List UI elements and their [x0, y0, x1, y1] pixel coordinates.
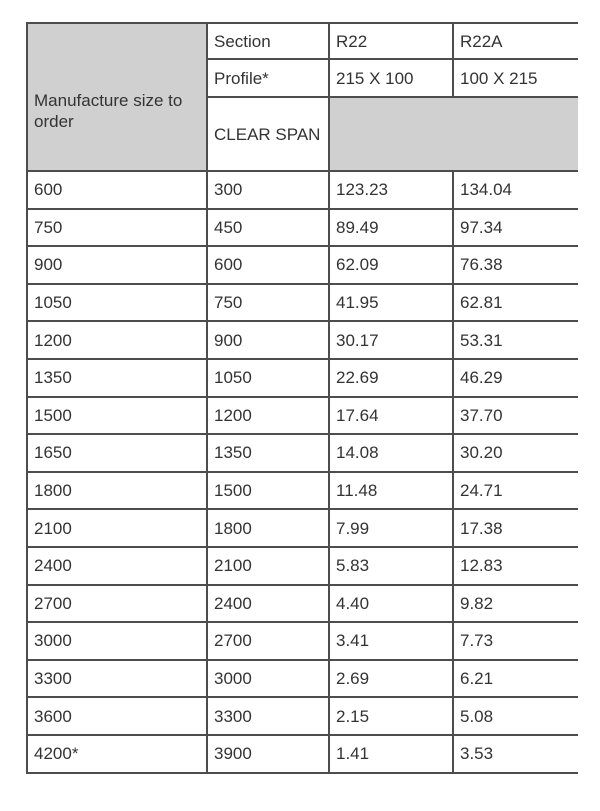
cell-r22a: 134.04 — [454, 172, 578, 210]
cell-size: 1200 — [26, 322, 208, 360]
cell-span: 450 — [208, 210, 330, 248]
profile-label: Profile* — [208, 60, 330, 98]
cell-size: 3000 — [26, 623, 208, 661]
cell-r22: 30.17 — [330, 322, 454, 360]
cell-span: 1800 — [208, 510, 330, 548]
cell-span: 600 — [208, 247, 330, 285]
cell-size: 600 — [26, 172, 208, 210]
cell-size: 4200* — [26, 736, 208, 774]
profile-r22a: 100 X 215 — [454, 60, 578, 98]
cell-size: 750 — [26, 210, 208, 248]
cell-r22: 14.08 — [330, 435, 454, 473]
profile-r22: 215 X 100 — [330, 60, 454, 98]
cell-r22a: 30.20 — [454, 435, 578, 473]
cell-span: 3900 — [208, 736, 330, 774]
cell-r22: 2.69 — [330, 661, 454, 699]
cell-r22: 7.99 — [330, 510, 454, 548]
cell-r22a: 17.38 — [454, 510, 578, 548]
row-label-text: Manufacture size to order — [34, 91, 183, 131]
cell-r22a: 6.21 — [454, 661, 578, 699]
cell-r22a: 3.53 — [454, 736, 578, 774]
cell-size: 1650 — [26, 435, 208, 473]
cell-r22a: 62.81 — [454, 285, 578, 323]
cell-size: 1350 — [26, 360, 208, 398]
cell-span: 1350 — [208, 435, 330, 473]
cell-r22: 22.69 — [330, 360, 454, 398]
cell-size: 2700 — [26, 586, 208, 624]
cell-r22a: 76.38 — [454, 247, 578, 285]
cell-size: 1050 — [26, 285, 208, 323]
cell-r22: 11.48 — [330, 473, 454, 511]
cell-span: 750 — [208, 285, 330, 323]
cell-span: 2400 — [208, 586, 330, 624]
cell-r22: 41.95 — [330, 285, 454, 323]
cell-r22a: 97.34 — [454, 210, 578, 248]
cell-size: 3600 — [26, 698, 208, 736]
cell-span: 1500 — [208, 473, 330, 511]
cell-r22: 2.15 — [330, 698, 454, 736]
section-r22a: R22A — [454, 22, 578, 60]
cell-r22a: 46.29 — [454, 360, 578, 398]
cell-r22a: 24.71 — [454, 473, 578, 511]
cell-r22a: 37.70 — [454, 398, 578, 436]
cell-size: 1500 — [26, 398, 208, 436]
section-label: Section — [208, 22, 330, 60]
cell-span: 1200 — [208, 398, 330, 436]
cell-span: 2700 — [208, 623, 330, 661]
cell-r22: 1.41 — [330, 736, 454, 774]
cell-span: 2100 — [208, 548, 330, 586]
cell-r22: 5.83 — [330, 548, 454, 586]
cell-size: 1800 — [26, 473, 208, 511]
cell-r22a: 9.82 — [454, 586, 578, 624]
cell-r22: 123.23 — [330, 172, 454, 210]
cell-size: 900 — [26, 247, 208, 285]
cell-size: 3300 — [26, 661, 208, 699]
clear-span-label: CLEAR SPAN — [208, 98, 330, 172]
cell-span: 3000 — [208, 661, 330, 699]
section-r22: R22 — [330, 22, 454, 60]
cell-span: 900 — [208, 322, 330, 360]
cell-r22: 17.64 — [330, 398, 454, 436]
cell-span: 3300 — [208, 698, 330, 736]
cell-r22: 89.49 — [330, 210, 454, 248]
row-label-header — [26, 22, 208, 172]
cell-r22: 4.40 — [330, 586, 454, 624]
cell-r22a: 7.73 — [454, 623, 578, 661]
cell-size: 2100 — [26, 510, 208, 548]
cell-r22: 62.09 — [330, 247, 454, 285]
cell-r22a: 12.83 — [454, 548, 578, 586]
clear-span-fill — [330, 98, 578, 172]
cell-r22a: 53.31 — [454, 322, 578, 360]
cell-span: 300 — [208, 172, 330, 210]
cell-r22: 3.41 — [330, 623, 454, 661]
cell-size: 2400 — [26, 548, 208, 586]
cell-r22a: 5.08 — [454, 698, 578, 736]
cell-span: 1050 — [208, 360, 330, 398]
